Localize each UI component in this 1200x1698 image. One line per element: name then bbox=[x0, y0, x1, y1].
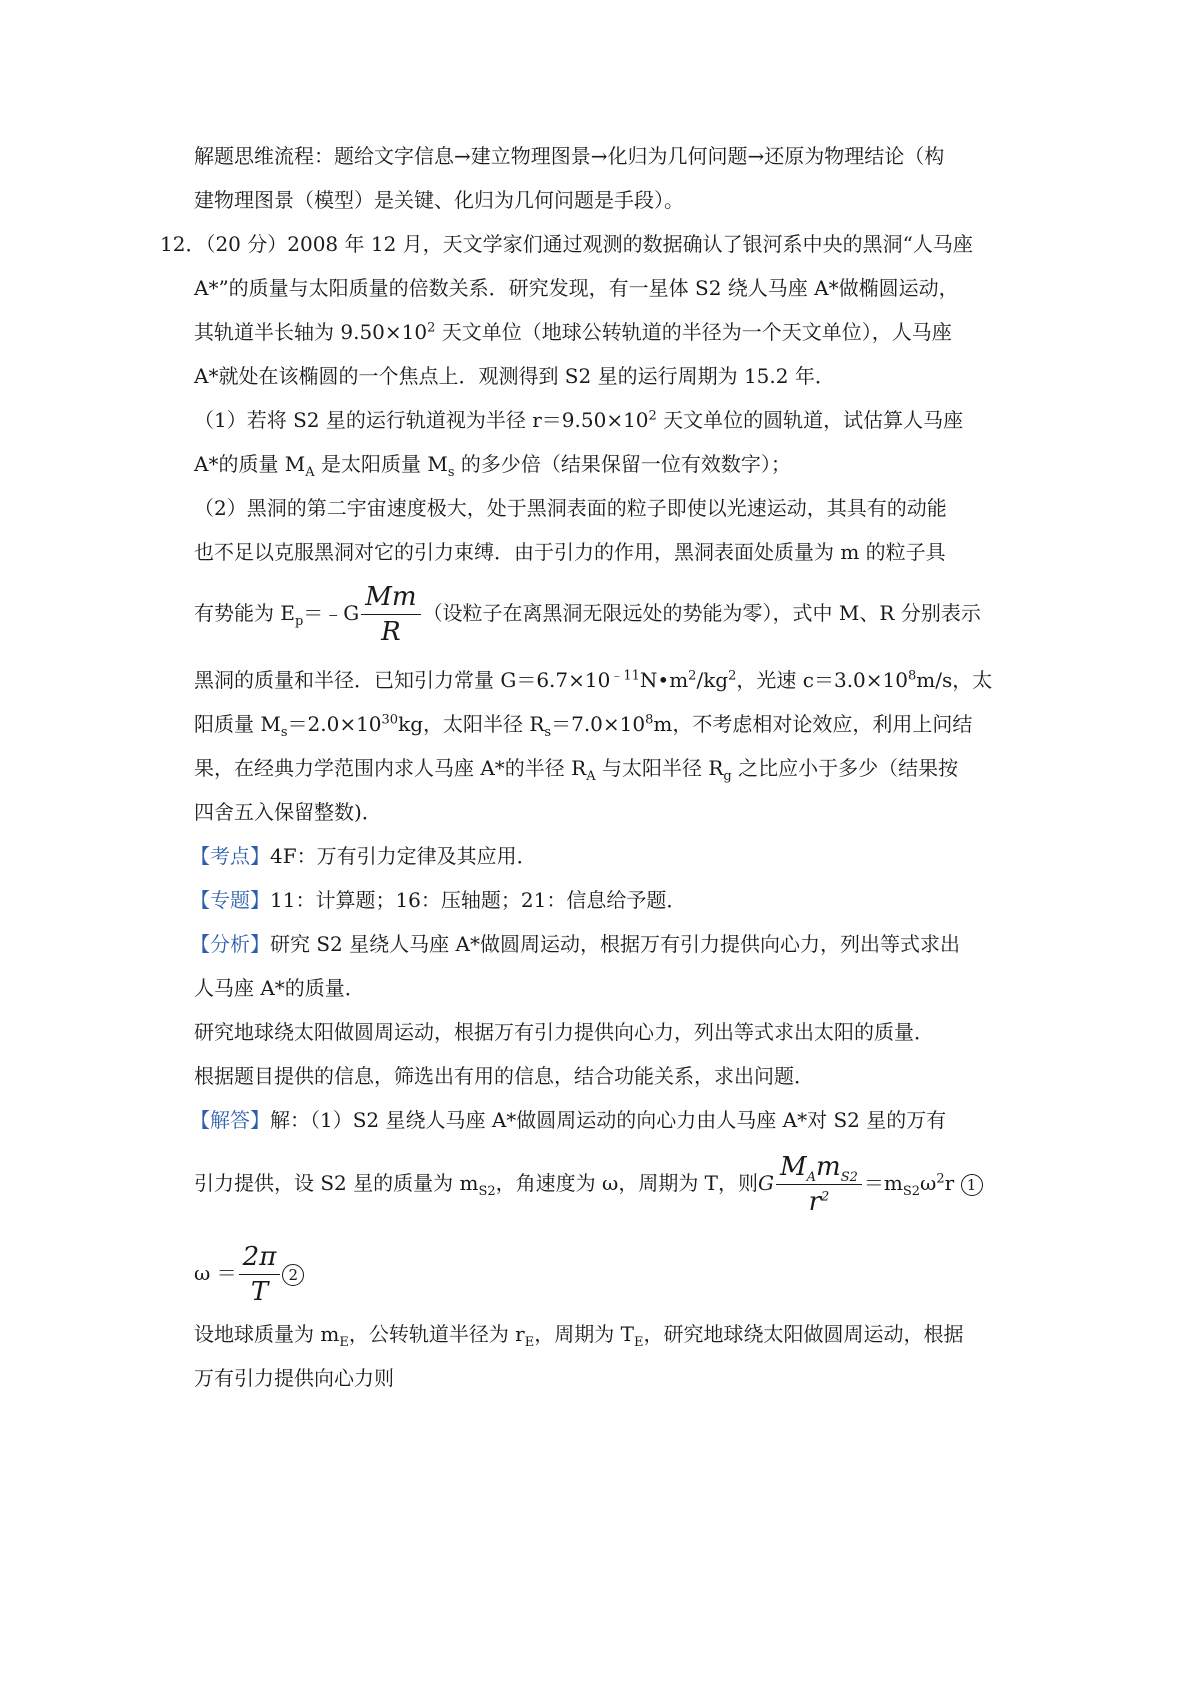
omega-fraction: $\frac{2\pi}{T}$ bbox=[239, 1240, 281, 1309]
fenxi-line-3: 研究地球绕太阳做圆周运动，根据万有引力提供向心力，列出等式求出太阳的质量． bbox=[194, 1020, 934, 1044]
question-2-line-1: （2）黑洞的第二宇宙速度极大，处于黑洞表面的粒子即使以光速运动，其具有的动能 bbox=[194, 496, 947, 520]
question-2-line-2: 也不足以克服黑洞对它的引力束缚．由于引力的作用，黑洞表面处质量为 m 的粒子具 bbox=[194, 540, 946, 564]
fenxi-tag: 【分析】 bbox=[190, 932, 270, 956]
jieda-tag: 【解答】 bbox=[190, 1108, 270, 1132]
question-1-line-2: A*的质量 $M_A$ 是太阳质量 $M_s$ 的多少倍（结果保留一位有效数字）； bbox=[194, 452, 791, 480]
fenxi-line-1: 【分析】研究 S2 星绕人马座 A*做圆周运动，根据万有引力提供向心力，列出等式求出 bbox=[190, 932, 960, 956]
equation-marker-2: 2 bbox=[282, 1264, 304, 1286]
question-2-line-7: 四舍五入保留整数)． bbox=[194, 800, 382, 824]
question-2-line-5: 阳质量 $M_s=2.0\times 10^{30}kg$，太阳半径 $R_s=7.0\times 10^8m$，不考虑相对论效应，利用上问结 bbox=[194, 712, 973, 740]
potential-energy-fraction: $\frac{Mm}{R}$ bbox=[361, 580, 420, 649]
fenxi-line-2: 人马座 A*的质量． bbox=[194, 976, 365, 1000]
gravitation-fraction: $\frac{M_Am_{S2}}{r^2}$ bbox=[776, 1150, 862, 1219]
zhuanti-tag: 【专题】 bbox=[190, 888, 270, 912]
problem-line-2: A*”的质量与太阳质量的倍数关系．研究发现，有一星体 S2 绕人马座 A*做椭圆运动， bbox=[194, 276, 959, 300]
question-1-line-1: （1）若将 S2 星的运行轨道视为半径 $r=9.50\times 10^2$ 天文单位的圆轨道，试估算人马座 bbox=[194, 408, 964, 432]
question-2-line-3: 有势能为 $E_p=﹣G$ $\frac{Mm}{R}$ （设粒子在离黑洞无限远处的势能为零），式中 M、R 分别表示 bbox=[194, 582, 981, 647]
equation-marker-1: 1 bbox=[961, 1174, 983, 1196]
fenxi-line-4: 根据题目提供的信息，筛选出有用的信息，结合功能关系，求出问题． bbox=[194, 1064, 814, 1088]
problem-line-4: A*就处在该椭圆的一个焦点上．观测得到 S2 星的运行周期为 15.2 年． bbox=[194, 364, 835, 388]
problem-line-1: 12．（20 分）2008 年 12 月，天文学家们通过观测的数据确认了银河系中央的黑洞“人马座 bbox=[160, 232, 973, 256]
kaodian-tag: 【考点】 bbox=[190, 844, 270, 868]
question-2-line-4: 黑洞的质量和半径．已知引力常量 $G=6.7\times 10^{﹣11}N•m^2/kg^2$，光速 $c=3.0\times 10^8m/s$，太 bbox=[194, 668, 993, 692]
problem-line-3: 其轨道半长轴为 $9.50\times 10^2$ 天文单位（地球公转轨道的半径为一个天文单位），人马座 bbox=[194, 320, 952, 344]
intro-line-1: 解题思维流程：题给文字信息→建立物理图景→化归为几何问题→还原为物理结论（构 bbox=[194, 144, 945, 168]
omega-equation: ω ＝ $\frac{2\pi}{T}$ 2 bbox=[194, 1233, 304, 1313]
zhuanti-section: 【专题】11：计算题；16：压轴题；21：信息给予题． bbox=[190, 888, 687, 912]
jieda-line-3: 设地球质量为 $m_E$，公转轨道半径为 $r_E$，周期为 $T_E$，研究地球绕太阳做圆周运动，根据 bbox=[194, 1322, 964, 1350]
jieda-line-1: 【解答】解：（1）S2 星绕人马座 A*做圆周运动的向心力由人马座 A*对 S2 星的万有 bbox=[190, 1108, 947, 1132]
kaodian-section: 【考点】4F：万有引力定律及其应用． bbox=[190, 844, 537, 868]
jieda-line-2: 引力提供，设 S2 星的质量为 $m_{S2}$，角速度为 ω，周期为 T，则G $\frac{M_Am_{S2}}{r^2}$ $=m_{S2}\omega^2r$ 1 bbox=[194, 1143, 983, 1223]
intro-line-2: 建物理图景（模型）是关键、化归为几何问题是手段）。 bbox=[194, 188, 684, 212]
question-2-line-6: 果，在经典力学范围内求人马座 A*的半径 $R_A$ 与太阳半径 $R_g$ 之比应小于多少（结果按 bbox=[194, 756, 959, 784]
jieda-line-4: 万有引力提供向心力则 bbox=[194, 1366, 394, 1390]
